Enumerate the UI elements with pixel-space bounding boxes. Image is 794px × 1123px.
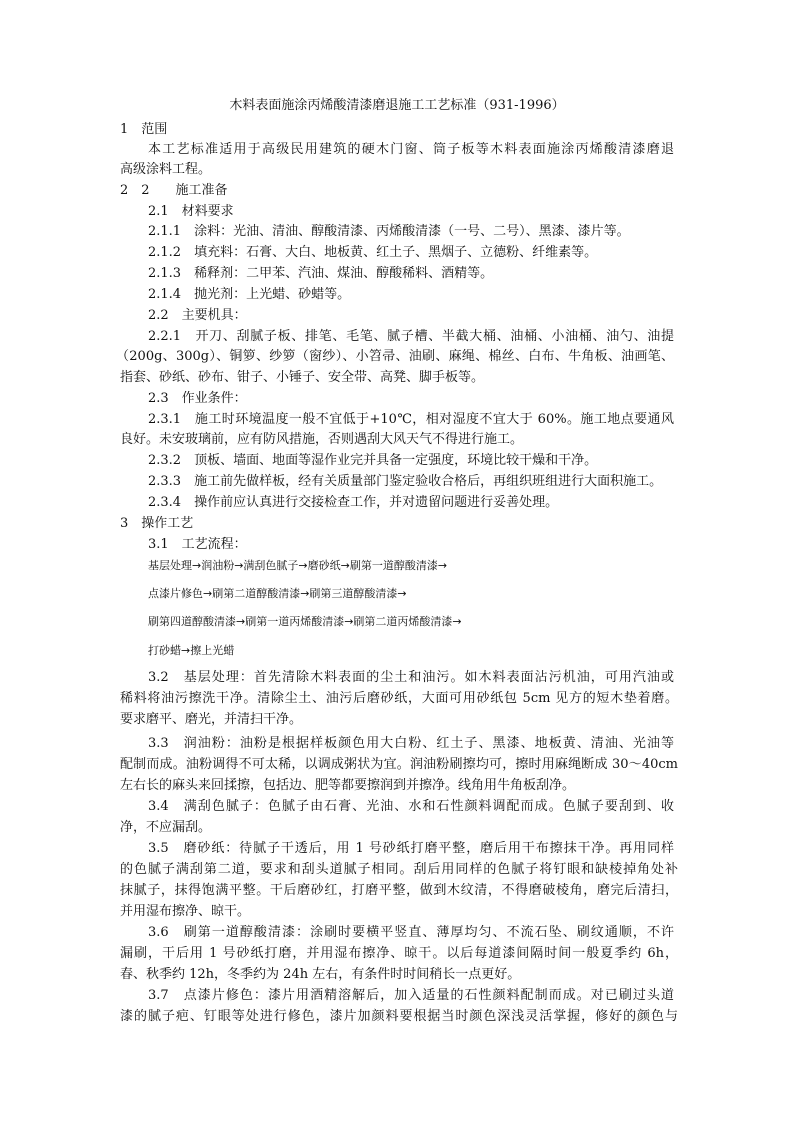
paragraph-line: 配制而成。油粉调得不可太稀，以调成粥状为宜。润油粉刷擦均可，擦时用麻绳断成 30～40cm	[120, 757, 678, 772]
paragraph-line: 2.3.2 顶板、墙面、地面等湿作业完并具备一定强度，环境比较干燥和干净。	[148, 453, 598, 468]
paragraph-line: 净，不应漏刮。	[120, 820, 212, 835]
subsection-heading: 2.3 作业条件：	[148, 391, 247, 406]
process-flow-line: 基层处理→润油粉→满刮色腻子→磨砂纸→刷第一道醇酸清漆→	[148, 559, 448, 572]
paragraph-line: 2.3.1 施工时环境温度一般不宜低于+10℃，相对湿度不宜大于 60%。施工地点要通风	[148, 412, 674, 427]
paragraph-line: 良好。未安玻璃前，应有防风措施，否则遇刮大风天气不得进行施工。	[120, 432, 524, 447]
paragraph-line: 3.3 润油粉：油粉是根据样板颜色用大白粉、红土子、黑漆、地板黄、清油、光油等	[148, 736, 674, 751]
paragraph-line: 稀料将油污擦洗干净。清除尘土、油污后磨砂纸，大面可用砂纸包 5cm 见方的短木垫着磨。	[120, 691, 678, 706]
paragraph-line: 并用湿布擦净、晾干。	[120, 904, 251, 919]
section-heading-2: 2 2 施工准备	[120, 183, 228, 198]
paragraph-line: 3.6 刷第一道醇酸清漆：涂刷时要横平竖直、薄厚均匀、不流石坠、刷纹通顺，不许	[148, 925, 674, 940]
paragraph-line: 漆的腻子疤、钉眼等处进行修色，漆片加颜料要根据当时颜色深浅灵活掌握，修好的颜色与	[120, 1009, 678, 1024]
paragraph-line: 要求磨平、磨光，并清扫干净。	[120, 712, 303, 727]
process-flow-line: 刷第四道醇酸清漆→刷第一道丙烯酸清漆→刷第二道丙烯酸清漆→	[148, 615, 462, 628]
document-title: 木料表面施涂丙烯酸清漆磨退施工工艺标准（931-1996）	[229, 98, 565, 113]
subsection-heading: 2.2 主要机具：	[148, 308, 247, 323]
paragraph-line: 2.3.4 操作前应认真进行交接检查工作，并对遗留问题进行妥善处理。	[148, 495, 559, 510]
paragraph-line: 3.4 满刮色腻子：色腻子由石膏、光油、水和石性颜料调配而成。色腻子要刮到、收	[148, 799, 674, 814]
paragraph-line: 2.1.3 稀释剂：二甲苯、汽油、煤油、醇酸稀料、酒精等。	[148, 266, 494, 281]
paragraph-line: 2.2.1 开刀、刮腻子板、排笔、毛笔、腻子槽、半截大桶、油桶、小油桶、油勺、油提	[148, 329, 674, 344]
paragraph-line: 的色腻子满刮第二道，要求和刮头道腻子相同。刮后用同样的色腻子将钉眼和缺棱掉角处补	[120, 862, 678, 877]
paragraph-line: 高级涂料工程。	[120, 162, 212, 177]
section-heading-1: 1 范围	[120, 122, 168, 137]
subsection-heading: 2.1 材料要求	[148, 204, 234, 219]
process-flow-line: 点漆片修色→刷第二道醇酸清漆→刷第三道醇酸清漆→	[148, 587, 407, 600]
process-flow-line: 打砂蜡→擦上光蜡	[148, 644, 235, 657]
section-heading-3: 3 操作工艺	[120, 516, 194, 531]
paragraph-line: 3.7 点漆片修色：漆片用酒精溶解后，加入适量的石性颜料配制而成。对已刷过头道	[148, 988, 674, 1003]
paragraph-line: 2.1.4 抛光剂：上光蜡、砂蜡等。	[148, 287, 351, 302]
paragraph-line: 2.3.3 施工前先做样板，经有关质量部门鉴定验收合格后，再组织班组进行大面积施工。	[148, 474, 663, 489]
paragraph-line: （200g、300g）、铜箩、纱箩（窗纱）、小笤帚、油刷、麻绳、棉丝、白布、牛角板、油画笔、	[116, 349, 674, 364]
paragraph-line: 2.1.1 涂料：光油、清油、醇酸清漆、丙烯酸清漆（一号、二号）、黑漆、漆片等。	[148, 224, 630, 239]
paragraph-line: 春、秋季约 12h，冬季约为 24h 左右，有条件时时间稍长一点更好。	[120, 967, 521, 982]
paragraph-line: 3.5 磨砂纸：待腻子干透后，用 1 号砂纸打磨平整，磨后用干布擦抹干净。再用同样	[148, 841, 674, 856]
paragraph-line: 3.2 基层处理：首先清除木料表面的尘土和油污。如木料表面沾污机油，可用汽油或	[148, 670, 674, 685]
paragraph-line: 2.1.2 填充料：石膏、大白、地板黄、红土子、黑烟子、立德粉、纤维素等。	[148, 245, 598, 260]
paragraph-line: 漏刷，干后用 1 号砂纸打磨，并用湿布擦净、晾干。以后每道漆间隔时间一般夏季约 6h，	[120, 946, 678, 961]
paragraph-line: 抹腻子，抹得饱满平整。干后磨砂红，打磨平整，做到木纹清，不得磨破棱角，磨完后清扫，	[120, 883, 678, 898]
subsection-heading: 3.1 工艺流程：	[148, 537, 247, 552]
paragraph-line: 左右长的麻头来回揉擦，包括边、肥等都要擦润到并擦净。线角用牛角板刮净。	[120, 778, 576, 793]
paragraph-line: 指套、砂纸、砂布、钳子、小锤子、安全带、高凳、脚手板等。	[120, 370, 485, 385]
paragraph-line: 本工艺标准适用于高级民用建筑的硬木门窗、筒子板等木料表面施涂丙烯酸清漆磨退	[148, 142, 674, 157]
